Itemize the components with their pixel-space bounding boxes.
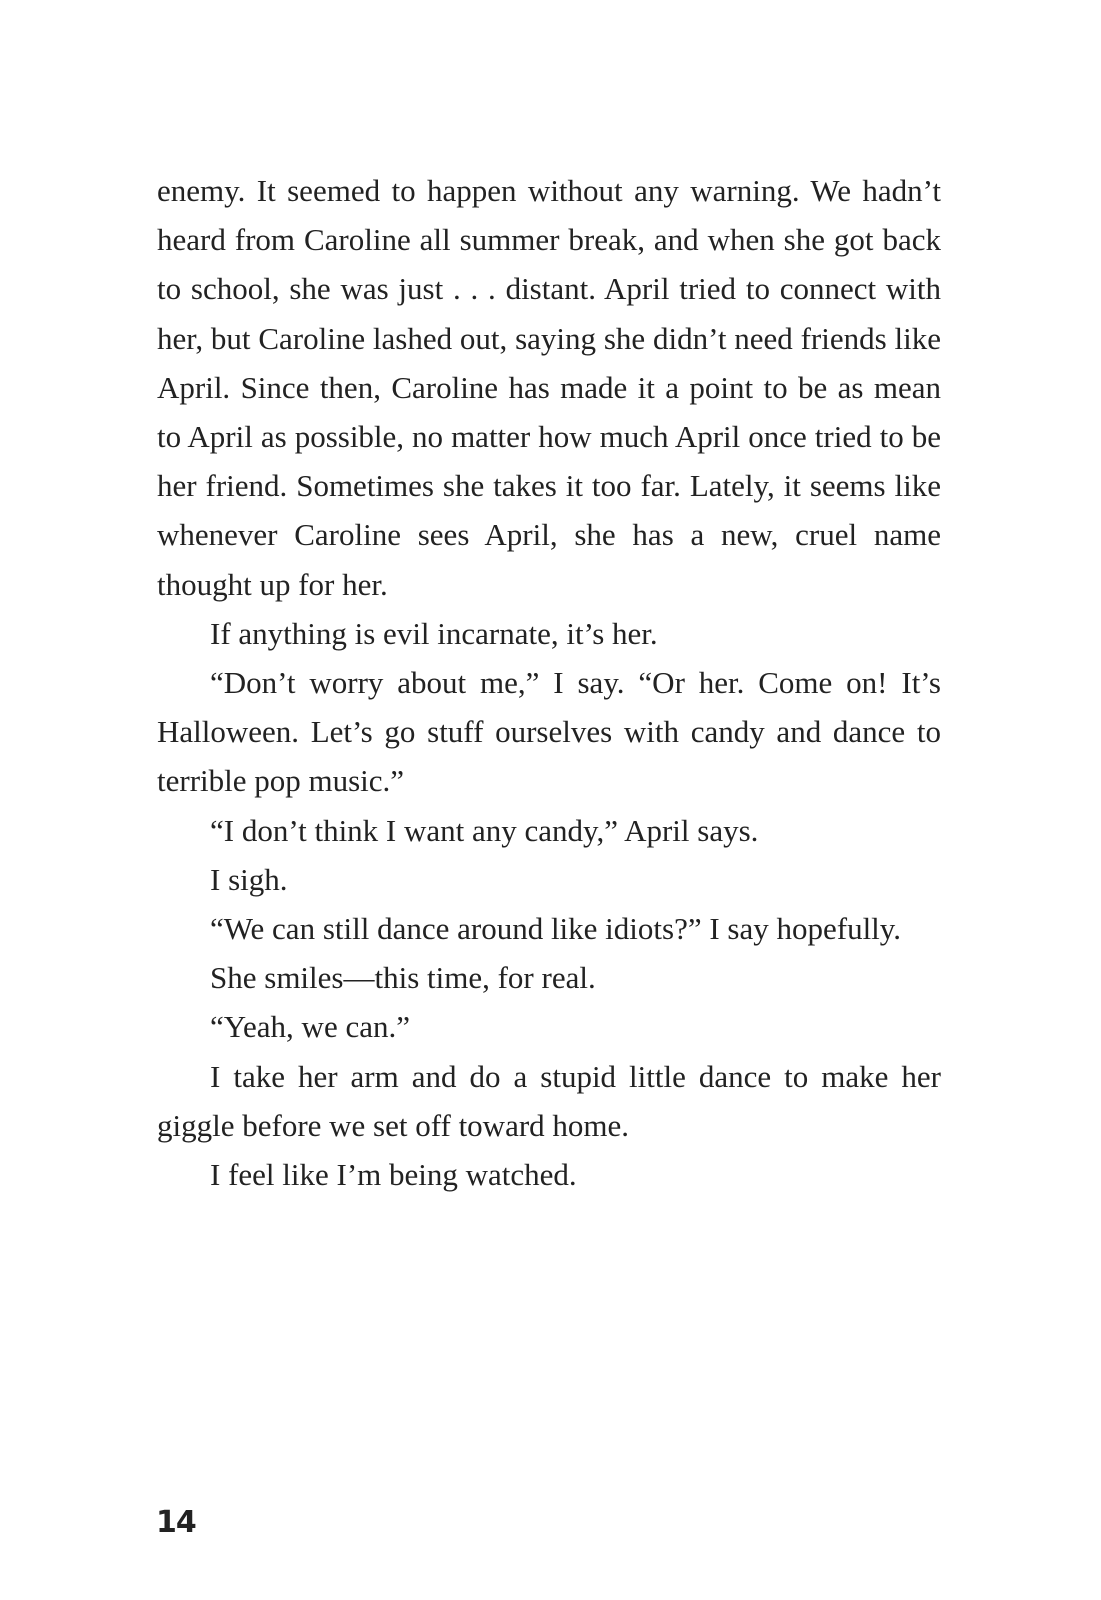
paragraph-8: “Yeah, we can.”	[210, 1009, 410, 1045]
paragraph-9: I take her arm and do a stupid little dance to make her giggle before we set off toward home.	[157, 1058, 941, 1143]
paragraph-2: If anything is evil incarnate, it’s her.	[210, 615, 658, 651]
page-number: 14	[156, 1505, 196, 1540]
paragraph-4: “I don’t think I want any candy,” April says.	[210, 812, 759, 848]
paragraph-7: She smiles—this time, for real.	[210, 960, 596, 996]
paragraph-5: I sigh.	[210, 861, 288, 897]
body-text	[157, 166, 941, 1199]
paragraph-6: “We can still dance around like idiots?” I say hopefully.	[210, 911, 902, 947]
paragraph-1: enemy. It seemed to happen without any warning. We hadn’t heard from Caroline all summer break, and when she got back to school, she was just . . . distant. April tried to connect with her, but Caroline lashed out, saying she didn’t need friends like April. Since then, Caroline has made it a point to be as mean to April as possible, no matter how much April once tried to be her friend. Sometimes she takes it too far. Lately, it seems like whenever Caroline sees April, she has a new, cruel name thought up for her.	[157, 173, 941, 602]
paragraph-10: I feel like I’m being watched.	[210, 1157, 577, 1193]
paragraph-3: “Don’t worry about me,” I say. “Or her. Come on! It’s Halloween. Let’s go stuff ourselves with candy and dance to terrible pop music.”	[157, 665, 941, 799]
